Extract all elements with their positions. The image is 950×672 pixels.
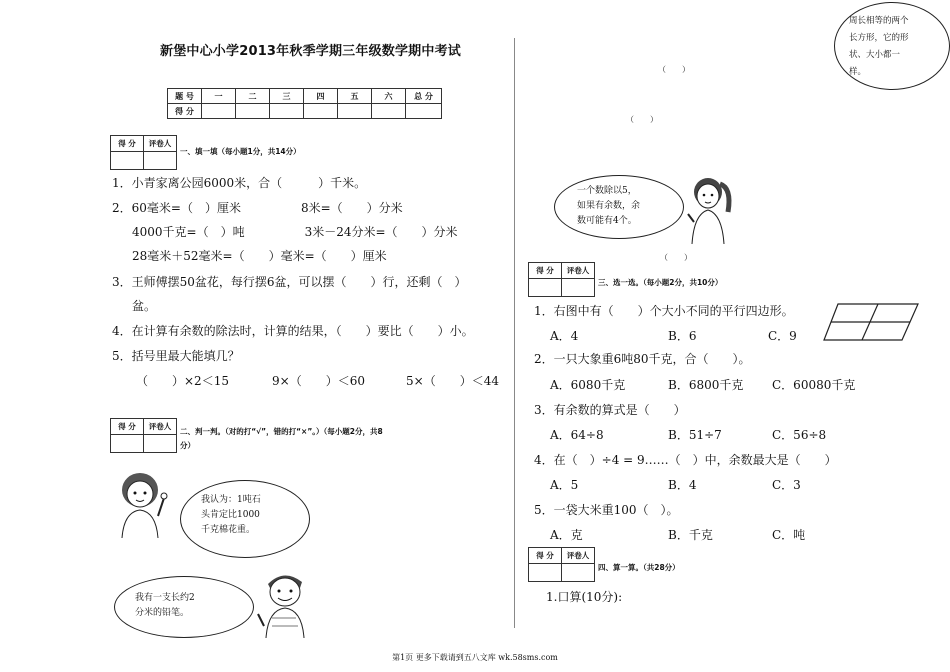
question-text: 5．括号里最大能填几？ <box>112 349 240 363</box>
grader-box: 得 分 评卷人 <box>528 262 595 297</box>
option: A．5 <box>550 478 579 492</box>
option: C．9 <box>768 329 797 343</box>
question-text: 4．在计算有余数的除法时，计算的结果，（ ）要比（ ）小。 <box>112 324 474 338</box>
question-text: 3．有余数的算式是（ ） <box>534 403 686 417</box>
grader-box: 得 分 评卷人 <box>528 547 595 582</box>
grader-box: 得 分 评卷人 <box>110 135 177 170</box>
score-table <box>167 88 442 119</box>
score-table-cell: 六 <box>372 89 406 104</box>
answer-paren: （ ） <box>626 115 658 124</box>
option: B．6 <box>668 329 697 343</box>
question-text: 5×（ ）＜44 <box>406 374 499 388</box>
option: C．吨 <box>772 528 806 542</box>
question-text: 4000千克=（ ）吨 3米－24分米=（ ）分米 <box>132 225 458 239</box>
question-text: 2．一只大象重6吨80千克，合（ ）。 <box>534 352 751 366</box>
option: A．6080千克 <box>550 378 626 392</box>
section2-heading-cont: 分） <box>180 441 195 450</box>
question-text: 盆。 <box>132 299 157 313</box>
option: C．3 <box>772 478 801 492</box>
option: B．51÷7 <box>668 428 722 442</box>
option: A．克 <box>550 528 583 542</box>
option: B．4 <box>668 478 697 492</box>
speech-bubble: 我有一支长约2 分米的铅笔。 <box>114 576 254 638</box>
section1-heading: 一、填一填（每小题1分，共14分） <box>180 147 301 156</box>
page-footer: 第1页 更多下载请到五八文库 wk.58sms.com <box>392 653 558 662</box>
question-text: 3．王师傅摆50盆花，每行摆6盆，可以摆（ ）行，还剩（ ） <box>112 275 467 289</box>
speech-bubble: 我认为：1吨石 头肯定比1000 千克棉花重。 <box>180 480 310 558</box>
girl-illustration <box>684 172 736 244</box>
question-text: 9×（ ）＜60 <box>272 374 365 388</box>
score-table-cell: 总 分 <box>406 89 442 104</box>
question-text: 4．在（ ）÷4 = 9……（ ）中，余数最大是（ ） <box>534 453 837 467</box>
girl-illustration <box>112 468 180 538</box>
speech-bubble: 一个数除以5， 如果有余数，余 数可能有4个。 <box>554 175 684 239</box>
question-text: 1.口算(10分): <box>546 590 623 604</box>
score-table-cell: 五 <box>338 89 372 104</box>
section2-heading: 二、判一判。（对的打“√”，错的打“×”。）（每小题2分，共8 <box>180 427 383 436</box>
score-table-cell: 得 分 <box>168 104 202 119</box>
score-table-header-row <box>168 89 442 104</box>
question-text: （ ）×2＜15 <box>136 374 229 388</box>
score-table-cell: 四 <box>304 89 338 104</box>
score-table-score-row <box>168 104 442 119</box>
option: B．千克 <box>668 528 713 542</box>
option: A．4 <box>550 329 579 343</box>
score-table-cell: 二 <box>236 89 270 104</box>
parallelogram-figure <box>822 302 922 342</box>
section4-heading: 四、算一算。（共28分） <box>598 563 680 572</box>
option: C．60080千克 <box>772 378 856 392</box>
option: C．56÷8 <box>772 428 827 442</box>
boy-illustration <box>254 566 320 638</box>
option: A．64÷8 <box>550 428 604 442</box>
section3-heading: 三、选一选。（每小题2分，共10分） <box>598 278 723 287</box>
score-table-cell: 三 <box>270 89 304 104</box>
page-title: 新堡中心小学2013年秋季学期三年级数学期中考试 <box>160 44 461 59</box>
question-text: 28毫米＋52毫米=（ ）毫米=（ ）厘米 <box>132 249 387 263</box>
question-text: 5．一袋大米重100（ ）。 <box>534 503 679 517</box>
speech-bubble: 周长相等的两个 长方形，它的形 状、大小都一 样。 <box>834 2 950 90</box>
question-text: 1．右图中有（ ）个大小不同的平行四边形。 <box>534 304 794 318</box>
score-table-cell: 一 <box>202 89 236 104</box>
score-table-cell: 题 号 <box>168 89 202 104</box>
answer-paren: （ ） <box>660 253 692 262</box>
question-text: 1．小青家离公园6000米，合（ ）千米。 <box>112 176 367 190</box>
column-divider <box>514 38 515 628</box>
option: B．6800千克 <box>668 378 744 392</box>
answer-paren: （ ） <box>658 65 690 74</box>
question-text: 2．60毫米=（ ）厘米 8米=（ ）分米 <box>112 201 403 215</box>
grader-box: 得 分 评卷人 <box>110 418 177 453</box>
